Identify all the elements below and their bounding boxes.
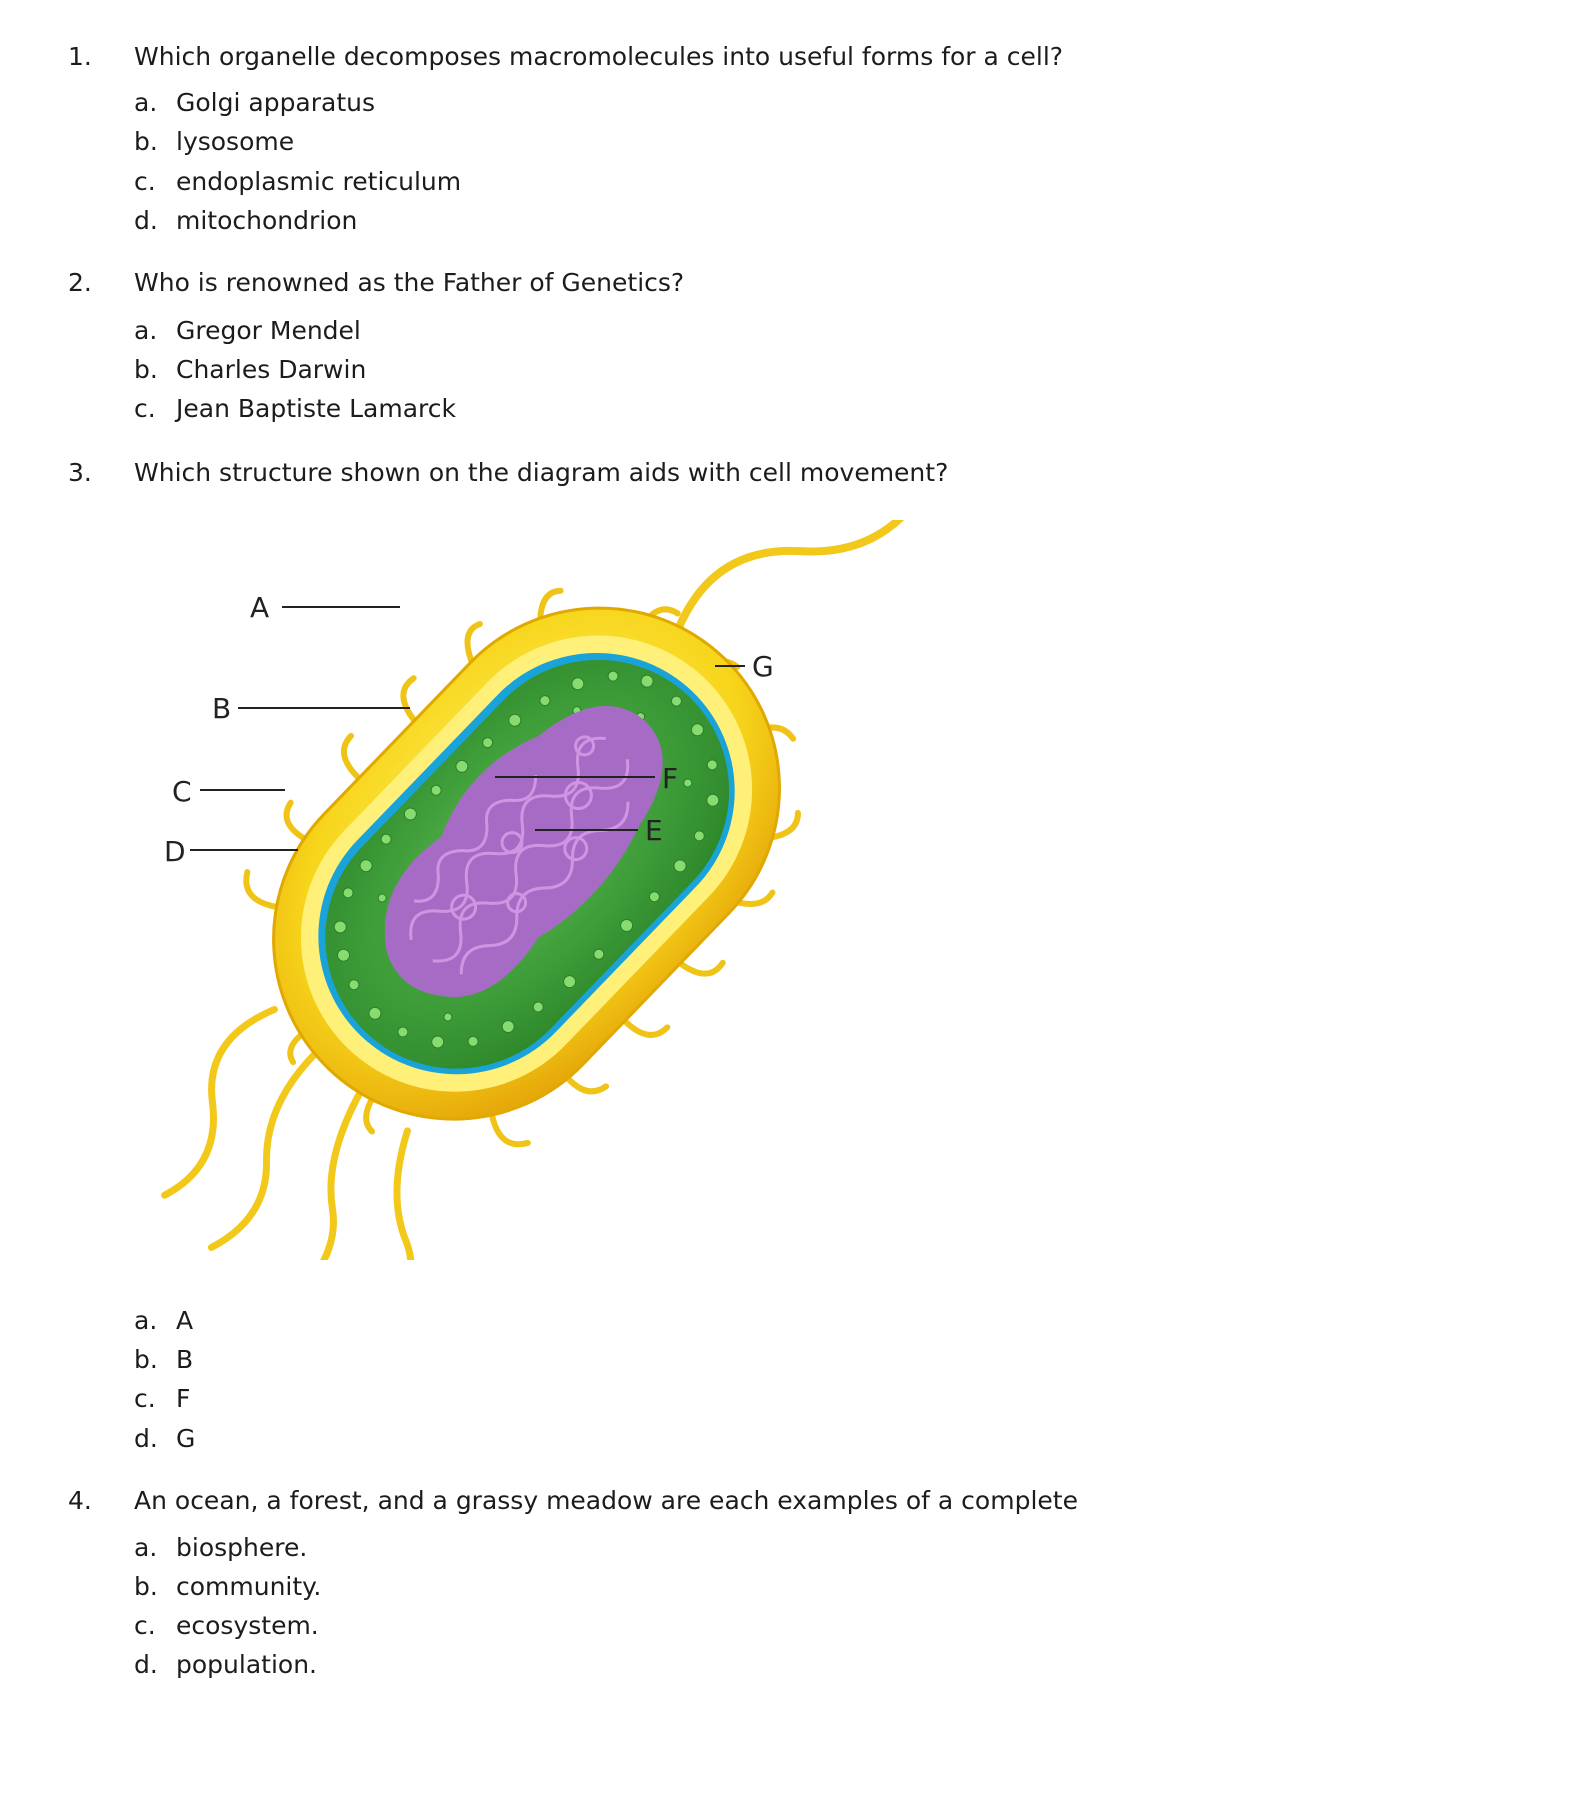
option-text: community. xyxy=(176,1572,322,1601)
option-letter: b. xyxy=(134,1572,158,1601)
option[interactable] xyxy=(134,127,294,157)
option[interactable] xyxy=(134,1345,193,1375)
question-text: Which organelle decomposes macromolecules into useful forms for a cell? xyxy=(134,42,1064,71)
option[interactable] xyxy=(134,167,461,197)
option-text: lysosome xyxy=(176,127,295,156)
option[interactable] xyxy=(134,1611,319,1641)
option[interactable] xyxy=(134,88,375,118)
option-text: biosphere. xyxy=(176,1533,308,1562)
option-text: population. xyxy=(176,1650,317,1679)
option[interactable] xyxy=(134,1650,317,1680)
option-letter: b. xyxy=(134,1345,158,1374)
question-text: Who is renowned as the Father of Genetics? xyxy=(134,268,685,297)
option-text: G xyxy=(176,1424,196,1453)
option-letter: a. xyxy=(134,1306,158,1335)
label-c: C xyxy=(172,775,192,808)
option-text: Golgi apparatus xyxy=(176,88,376,117)
question-number: 3. xyxy=(68,458,92,487)
cell-body xyxy=(150,520,950,1260)
option[interactable] xyxy=(134,206,357,236)
label-b: B xyxy=(212,692,232,725)
option[interactable] xyxy=(134,1306,193,1336)
option-letter: d. xyxy=(134,1650,158,1679)
label-f: F xyxy=(662,762,679,795)
bacterium-diagram xyxy=(150,520,950,1260)
option-letter: c. xyxy=(134,394,156,423)
option[interactable] xyxy=(134,1424,195,1454)
label-g: G xyxy=(752,650,774,683)
option[interactable] xyxy=(134,394,456,424)
option[interactable] xyxy=(134,316,361,346)
option-text: ecosystem. xyxy=(176,1611,319,1640)
option-text: Charles Darwin xyxy=(176,355,367,384)
option[interactable] xyxy=(134,1572,321,1602)
option-text: B xyxy=(176,1345,194,1374)
question-text: Which structure shown on the diagram aids with cell movement? xyxy=(134,458,949,487)
option[interactable] xyxy=(134,1533,307,1563)
question-number: 2. xyxy=(68,268,92,297)
label-d: D xyxy=(164,835,186,868)
question-number: 4. xyxy=(68,1486,92,1515)
option-letter: c. xyxy=(134,167,156,196)
option-letter: c. xyxy=(134,1384,156,1413)
option-letter: a. xyxy=(134,88,158,117)
option-letter: d. xyxy=(134,206,158,235)
option-text: endoplasmic reticulum xyxy=(176,167,462,196)
option-text: F xyxy=(176,1384,191,1413)
option-letter: c. xyxy=(134,1611,156,1640)
option-letter: a. xyxy=(134,1533,158,1562)
label-a: A xyxy=(250,591,270,624)
option-letter: d. xyxy=(134,1424,158,1453)
option-text: mitochondrion xyxy=(176,206,358,235)
option-letter: b. xyxy=(134,127,158,156)
option[interactable] xyxy=(134,355,366,385)
option-letter: a. xyxy=(134,316,158,345)
option-text: A xyxy=(176,1306,194,1335)
label-e: E xyxy=(645,814,663,847)
option-text: Jean Baptiste Lamarck xyxy=(176,394,456,423)
option-letter: b. xyxy=(134,355,158,384)
option-text: Gregor Mendel xyxy=(176,316,361,345)
question-number: 1. xyxy=(68,42,92,71)
option[interactable] xyxy=(134,1384,190,1414)
question-text: An ocean, a forest, and a grassy meadow are each examples of a complete xyxy=(134,1486,1078,1515)
